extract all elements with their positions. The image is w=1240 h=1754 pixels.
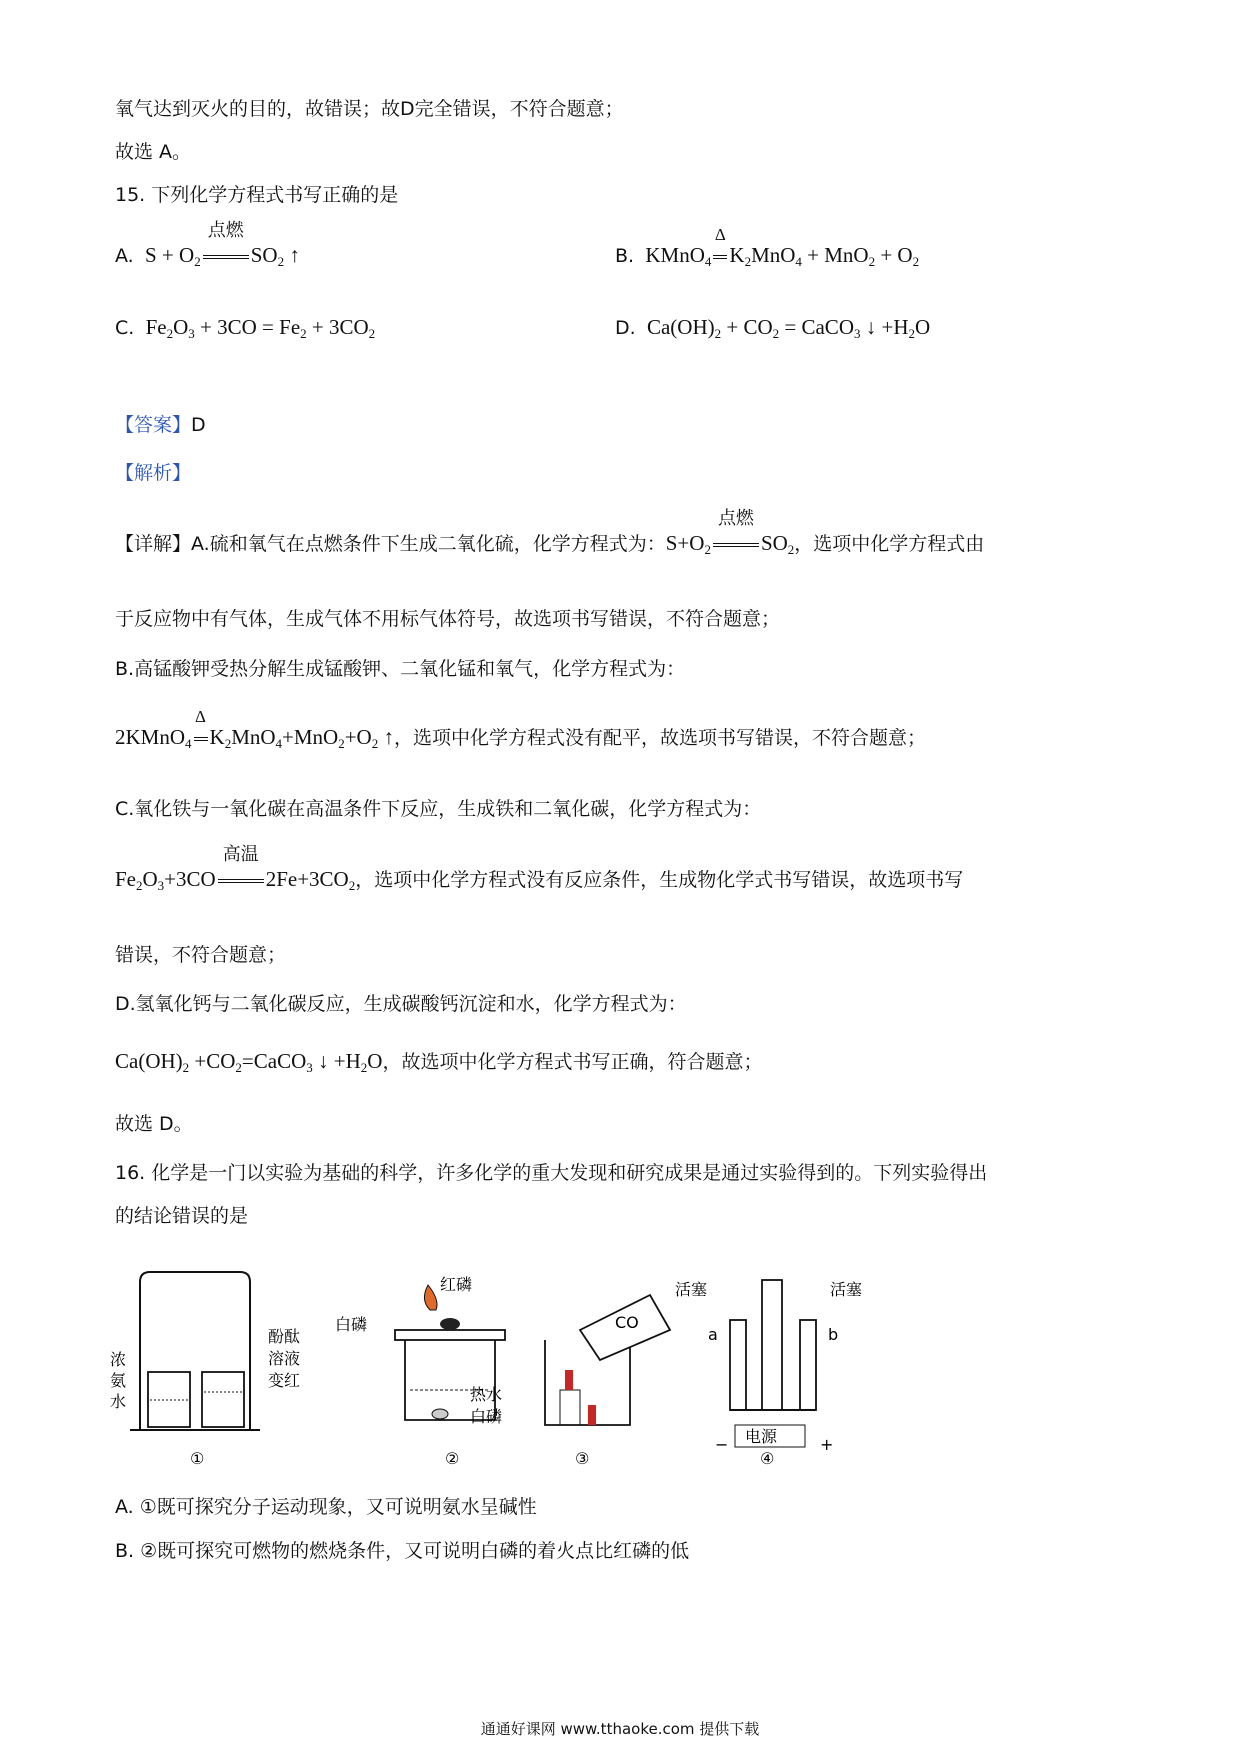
text-line: 氧气达到灭火的目的，故错误；故D完全错误，不符合题意； xyxy=(115,98,624,120)
page-footer: 通通好课网 www.tthaoke.com 提供下载 xyxy=(480,1720,760,1738)
option-label: D. xyxy=(615,317,636,339)
answer-line xyxy=(115,412,206,438)
detail-text: ，故选项中化学方程式书写正确，符合题意； xyxy=(382,1051,763,1073)
fig-label: a xyxy=(708,1325,718,1344)
detail-a: 【详解】A.硫和氧气在点燃条件下生成二氧化硫，化学方程式为：$S+O_2$ 点燃 $SO_2$，选项中化学方程式由 xyxy=(115,508,985,557)
fig-label: b xyxy=(828,1325,839,1344)
fig-caption: ④ xyxy=(760,1449,775,1468)
condition-text: 高温 xyxy=(222,844,259,865)
option-label: B. xyxy=(615,245,635,267)
fig-label: 水 xyxy=(110,1392,127,1411)
option-b: B. KMnO$_4$ Δ $K_2MnO_4 + MnO_2 + O_2$ xyxy=(615,240,919,277)
fig-label: 浓 xyxy=(110,1350,127,1369)
fig-label: 红磷 xyxy=(440,1275,473,1294)
detail-text: ，选项中化学方程式由 xyxy=(794,533,985,555)
text-line: D.氢氧化钙与二氧化碳反应，生成碳酸钙沉淀和水，化学方程式为： xyxy=(115,993,687,1015)
fig-label: 活塞 xyxy=(830,1280,863,1299)
question-15: 15. 下列化学方程式书写正确的是 xyxy=(115,184,399,206)
detail-b-eq: 2KMnO$_4$ Δ $K_2MnO_4+MnO_2+O_2$ ↑，选项中化学方程式没有配平，故选项书写错误，不符合题意； xyxy=(115,724,926,757)
detail-text: A.硫和氧气在点燃条件下生成二氧化硫，化学方程式为： xyxy=(191,533,666,555)
detail-tag: 【详解】 xyxy=(115,533,192,555)
detail-text: ，选项中化学方程式没有反应条件，生成物化学式书写错误，故选项书写 xyxy=(355,869,964,891)
fig-label: 活塞 xyxy=(675,1280,708,1299)
fig-label: CO xyxy=(615,1313,639,1332)
detail-d-eq: $Ca(OH)_2$ $+CO_2=CaCO_3$ ↓ $+H_2O$，故选项中化学方程式书写正确，符合题意； xyxy=(115,1049,763,1075)
fig-label: − xyxy=(715,1435,729,1454)
text-line: 于反应物中有气体，生成气体不用标气体符号，故选项书写错误，不符合题意； xyxy=(115,608,781,630)
condition-text: 点燃 xyxy=(207,220,244,241)
fig-label: 溶液 xyxy=(268,1349,301,1368)
figure-4 xyxy=(675,1280,862,1468)
figure-3 xyxy=(545,1295,670,1468)
option-16b: B. ②既可探究可燃物的燃烧条件，又可说明白磷的着火点比红磷的低 xyxy=(115,1540,690,1562)
fig-label: 变红 xyxy=(268,1371,301,1390)
text-line: 的结论错误的是 xyxy=(115,1205,249,1227)
fig-label: 热水 xyxy=(470,1385,503,1404)
fig-caption: ② xyxy=(445,1449,460,1468)
option-label: A. xyxy=(115,245,134,267)
analysis-tag: 【解析】 xyxy=(115,462,192,484)
fig-label: 酚酞 xyxy=(268,1327,301,1346)
figure-1 xyxy=(110,1272,300,1468)
fig-caption: ① xyxy=(190,1449,205,1468)
fig-label: 氨 xyxy=(110,1371,127,1390)
text-line: 故选 A。 xyxy=(115,141,192,163)
condition-text: 点燃 xyxy=(717,508,754,529)
condition-text: Δ xyxy=(714,225,726,244)
figure-2 xyxy=(335,1275,505,1468)
text-line: 错误，不符合题意； xyxy=(115,944,287,966)
fig-label: 白磷 xyxy=(470,1407,503,1426)
detail-c-eq: $Fe_2O_3+3CO$ 高温 $2Fe+3CO_2$，选项中化学方程式没有反应条件，生成物化学式书写错误，故选项书写 xyxy=(115,844,964,893)
option-c: C. $Fe_2O_3 + 3CO = Fe_2 + 3CO_2$ xyxy=(115,315,376,341)
text-line: 故选 D。 xyxy=(115,1113,193,1135)
detail-text: ，选项中化学方程式没有配平，故选项书写错误，不符合题意； xyxy=(393,727,926,749)
option-16a: A. ①既可探究分子运动现象，又可说明氨水呈碱性 xyxy=(115,1496,537,1518)
option-d: D. $Ca(OH)_2 + CO_2$ = CaCO$_3$ ↓ $+H_2O$ xyxy=(615,315,931,341)
question-16: 16. 化学是一门以实验为基础的科学，许多化学的重大发现和研究成果是通过实验得到的。下列实验得出 xyxy=(115,1162,988,1184)
option-label: C. xyxy=(115,317,135,339)
text-line: C.氧化铁与一氧化碳在高温条件下反应，生成铁和二氧化碳，化学方程式为： xyxy=(115,798,762,820)
fig-label: 白磷 xyxy=(335,1315,368,1334)
experiment-figures xyxy=(110,1260,900,1470)
fig-label: + xyxy=(820,1435,834,1454)
text-line: B.高锰酸钾受热分解生成锰酸钾、二氧化锰和氧气，化学方程式为： xyxy=(115,658,686,680)
answer-tag: 【答案】 xyxy=(115,414,192,436)
condition-text: Δ xyxy=(195,707,206,726)
answer-value: D xyxy=(191,414,206,436)
fig-caption: ③ xyxy=(575,1449,590,1468)
option-a: A. $S + O_2$ 点燃 $SO_2$ ↑ xyxy=(115,240,300,277)
fig-label: 电源 xyxy=(745,1427,778,1446)
